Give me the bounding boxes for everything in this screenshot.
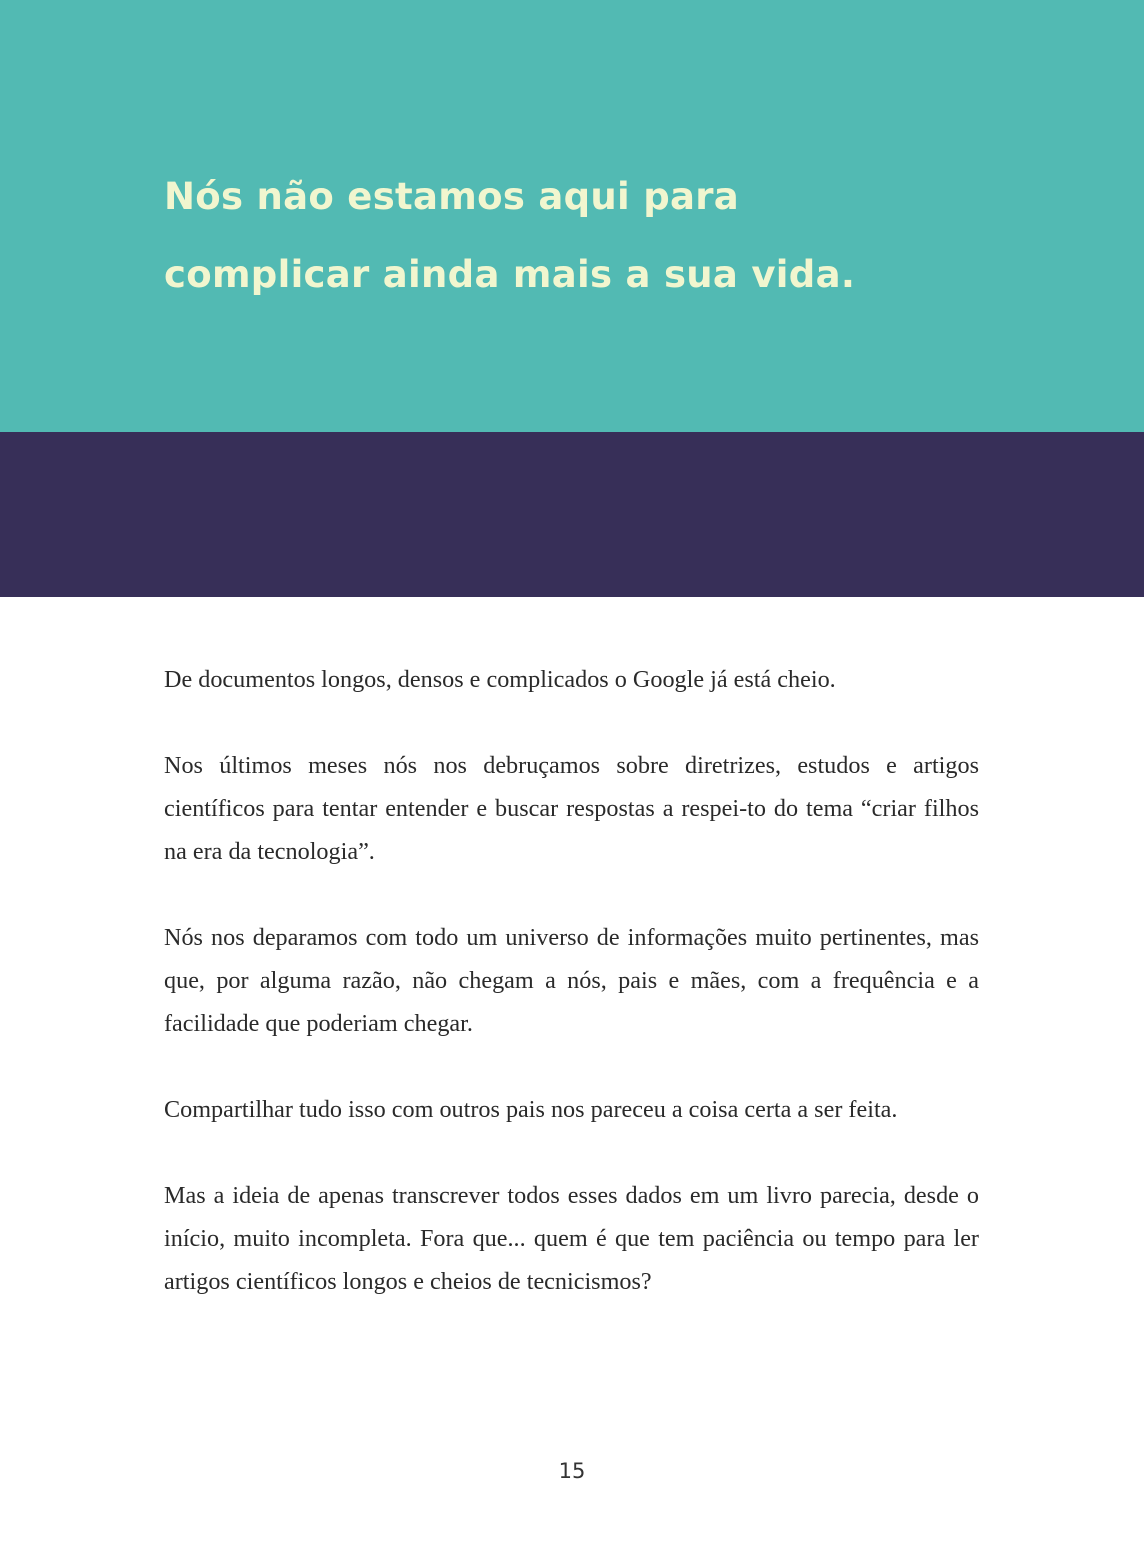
body-paragraph-1: De documentos longos, densos e complicados o Google já está cheio. (164, 666, 836, 693)
body-paragraph-4: Compartilhar tudo isso com outros pais nos pareceu a coisa certa a ser feita. (164, 1096, 898, 1123)
body-paragraph-3: Nós nos deparamos com todo um universo de informações muito pertinentes, mas que, por alguma razão, não chegam a nós, pais e mães, com a frequência e a facilidade que poderiam chegar. (164, 924, 979, 1037)
body-paragraph-2: Nos últimos meses nós nos debruçamos sobre diretrizes, estudos e artigos científicos para tentar entender e buscar respostas a respei-to do tema “criar filhos na era da tecnologia”. (164, 752, 979, 865)
page-headline (164, 158, 1064, 314)
body-paragraph-5: Mas a ideia de apenas transcrever todos esses dados em um livro parecia, desde o início, muito incompleta. Fora que... quem é que tem paciência ou tempo para ler artigos científicos longos e cheios de tecnicismos? (164, 1182, 979, 1295)
headline-line-1: Nós não estamos aqui para (164, 175, 740, 218)
header-band (0, 0, 1144, 432)
headline-line-2: complicar ainda mais a sua vida. (164, 253, 856, 296)
body-text (164, 658, 979, 1346)
page-number: 15 (558, 1459, 586, 1483)
device-illustrations (0, 432, 1144, 597)
device-illustration-band (0, 432, 1144, 597)
